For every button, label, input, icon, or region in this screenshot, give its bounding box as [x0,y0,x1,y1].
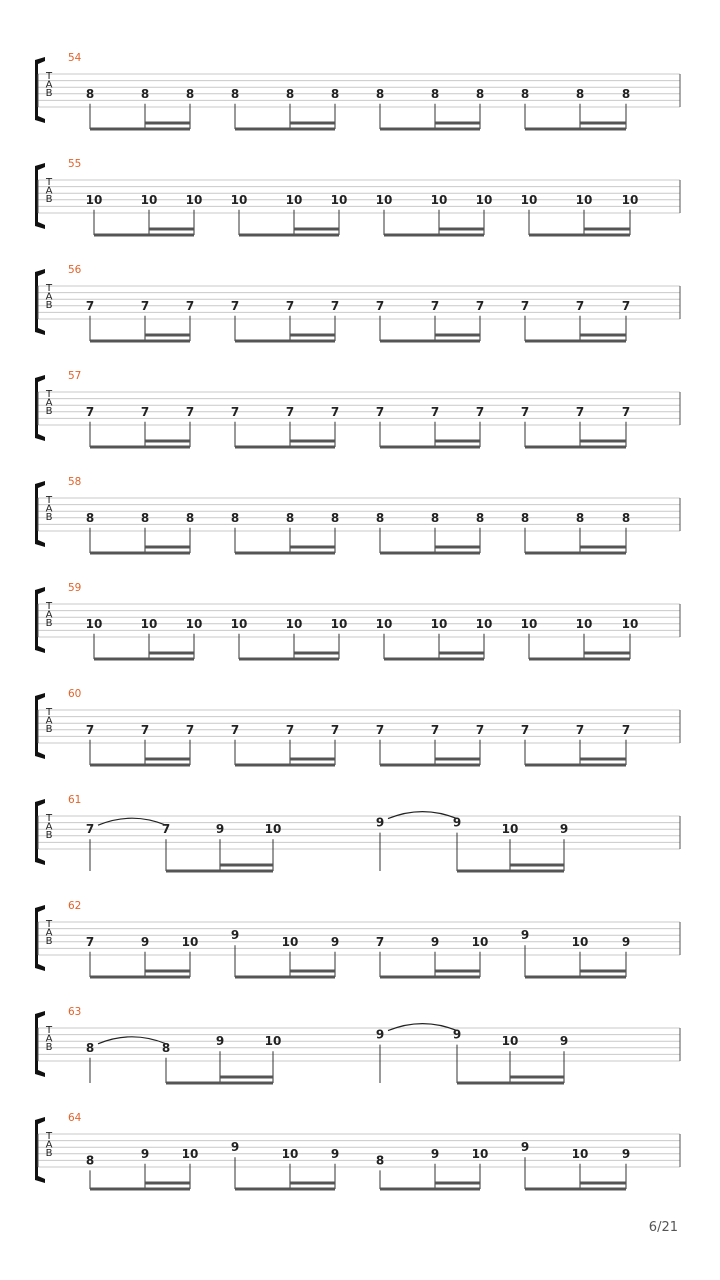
fret-number: 8 [375,86,385,101]
fret-number: 7 [575,404,585,419]
fret-number: 10 [330,616,348,631]
system-bracket [35,587,45,653]
fret-number: 7 [575,298,585,313]
system-58 [35,476,680,553]
measure-number: 58 [68,476,82,488]
system-bracket [35,57,45,123]
fret-number: 10 [471,1146,489,1161]
fret-number: 8 [575,510,585,525]
tab-letter-a: A [45,609,53,621]
fret-number: 10 [181,934,199,949]
fret-number: 10 [375,192,393,207]
fret-number: 9 [452,815,462,830]
fret-number: 10 [281,1146,299,1161]
fret-number: 7 [140,298,150,313]
tab-letter-a: A [45,79,53,91]
tab-letter-a: A [45,821,53,833]
system-59 [35,582,680,659]
fret-number: 9 [215,822,225,837]
fret-number: 7 [185,404,195,419]
fret-number: 10 [475,616,493,631]
fret-number: 9 [375,815,385,830]
fret-number: 10 [85,192,103,207]
system-54 [35,52,680,129]
tab-letter-a: A [45,503,53,515]
fret-number: 7 [575,722,585,737]
system-64 [35,1112,680,1189]
fret-number: 10 [501,822,519,837]
fret-number: 10 [264,822,282,837]
fret-number: 7 [230,404,240,419]
fret-number: 9 [375,1027,385,1042]
fret-number: 8 [85,1153,95,1168]
tab-letter-a: A [45,185,53,197]
fret-number: 10 [375,616,393,631]
fret-number: 7 [430,404,440,419]
fret-number: 10 [140,616,158,631]
fret-number: 9 [330,1146,340,1161]
fret-number: 9 [621,934,631,949]
tab-letter-a: A [45,927,53,939]
fret-number: 10 [621,192,639,207]
fret-number: 9 [559,1034,569,1049]
tie-arc [388,1024,457,1031]
tab-letter-t: T [45,283,53,294]
fret-number: 7 [85,722,95,737]
fret-number: 10 [281,934,299,949]
fret-number: 10 [571,934,589,949]
fret-number: 10 [85,616,103,631]
system-bracket [35,163,45,229]
fret-number: 8 [475,86,485,101]
fret-number: 8 [185,86,195,101]
fret-number: 8 [85,510,95,525]
fret-number: 10 [230,192,248,207]
fret-number: 10 [475,192,493,207]
fret-number: 10 [185,616,203,631]
fret-number: 10 [501,1034,519,1049]
fret-number: 10 [230,616,248,631]
fret-number: 10 [575,616,593,631]
fret-number: 8 [161,1040,171,1055]
tab-letter-t: T [45,177,53,188]
fret-number: 8 [85,86,95,101]
fret-number: 10 [520,192,538,207]
fret-number: 10 [430,616,448,631]
system-bracket [35,1117,45,1183]
fret-number: 9 [430,1146,440,1161]
system-bracket [35,269,45,335]
fret-number: 9 [330,934,340,949]
fret-number: 7 [430,722,440,737]
fret-number: 7 [375,934,385,949]
fret-number: 7 [621,298,631,313]
tab-letter-a: A [45,715,53,727]
tab-letter-b: B [45,406,53,417]
tie-arc [388,812,457,819]
tab-letter-b: B [45,300,53,311]
fret-number: 7 [475,298,485,313]
tab-letter-b: B [45,1042,53,1053]
system-bracket [35,481,45,547]
fret-number: 10 [575,192,593,207]
measure-number: 59 [68,582,82,594]
tab-letter-b: B [45,194,53,205]
fret-number: 8 [285,510,295,525]
fret-number: 8 [375,510,385,525]
fret-number: 9 [140,1146,150,1161]
system-56 [35,264,680,341]
fret-number: 10 [471,934,489,949]
tab-letter-t: T [45,1025,53,1036]
tab-letter-b: B [45,724,53,735]
tab-letter-t: T [45,707,53,718]
fret-number: 7 [285,298,295,313]
fret-number: 7 [330,722,340,737]
fret-number: 7 [185,722,195,737]
system-61 [35,794,680,871]
fret-number: 7 [430,298,440,313]
fret-number: 7 [621,404,631,419]
fret-number: 10 [264,1034,282,1049]
fret-number: 7 [475,404,485,419]
fret-number: 8 [520,86,530,101]
fret-number: 7 [375,722,385,737]
fret-number: 8 [140,510,150,525]
fret-number: 8 [330,86,340,101]
tab-letter-b: B [45,512,53,523]
fret-number: 7 [85,822,95,837]
fret-number: 8 [621,86,631,101]
fret-number: 7 [520,404,530,419]
fret-number: 9 [520,1140,530,1155]
fret-number: 9 [621,1146,631,1161]
tab-letter-b: B [45,936,53,947]
fret-number: 10 [140,192,158,207]
fret-number: 8 [330,510,340,525]
fret-number: 8 [430,86,440,101]
tie-arc [98,1037,166,1044]
fret-number: 7 [230,298,240,313]
fret-number: 10 [520,616,538,631]
fret-number: 7 [140,722,150,737]
system-55 [35,158,680,235]
tab-letter-b: B [45,88,53,99]
fret-number: 9 [230,1140,240,1155]
fret-number: 10 [285,616,303,631]
fret-number: 7 [85,298,95,313]
fret-number: 8 [575,86,585,101]
fret-number: 7 [520,722,530,737]
fret-number: 7 [475,722,485,737]
tab-letter-t: T [45,813,53,824]
fret-number: 10 [430,192,448,207]
tab-letter-b: B [45,618,53,629]
measure-number: 60 [68,688,82,700]
tab-letter-a: A [45,291,53,303]
tab-letter-a: A [45,1139,53,1151]
fret-number: 7 [85,934,95,949]
fret-number: 7 [330,404,340,419]
fret-number: 7 [230,722,240,737]
fret-number: 9 [230,928,240,943]
measure-number: 54 [68,52,82,64]
system-62 [35,900,680,977]
fret-number: 8 [140,86,150,101]
fret-number: 8 [285,86,295,101]
fret-number: 10 [185,192,203,207]
fret-number: 7 [85,404,95,419]
system-bracket [35,799,45,865]
fret-number: 8 [475,510,485,525]
fret-number: 8 [375,1153,385,1168]
measure-number: 62 [68,900,82,912]
fret-number: 9 [430,934,440,949]
system-bracket [35,693,45,759]
fret-number: 9 [559,822,569,837]
fret-number: 10 [181,1146,199,1161]
measure-number: 61 [68,794,82,806]
measure-number: 55 [68,158,82,170]
tab-letter-t: T [45,601,53,612]
system-bracket [35,905,45,971]
fret-number: 10 [621,616,639,631]
fret-number: 7 [285,722,295,737]
tab-letter-a: A [45,397,53,409]
fret-number: 7 [185,298,195,313]
system-bracket [35,375,45,441]
fret-number: 8 [621,510,631,525]
measure-number: 56 [68,264,82,276]
tab-letter-t: T [45,389,53,400]
fret-number: 8 [185,510,195,525]
system-63 [35,1006,680,1083]
fret-number: 10 [571,1146,589,1161]
tab-letter-b: B [45,1148,53,1159]
tie-arc [98,818,166,825]
fret-number: 9 [520,928,530,943]
fret-number: 9 [140,934,150,949]
measure-number: 57 [68,370,82,382]
tab-letter-a: A [45,1033,53,1045]
fret-number: 8 [85,1040,95,1055]
fret-number: 8 [430,510,440,525]
fret-number: 9 [215,1034,225,1049]
tab-letter-t: T [45,1131,53,1142]
measure-number: 64 [68,1112,82,1124]
fret-number: 8 [230,510,240,525]
tab-letter-t: T [45,495,53,506]
system-60 [35,688,680,765]
fret-number: 7 [375,404,385,419]
fret-number: 7 [375,298,385,313]
fret-number: 7 [621,722,631,737]
tab-letter-b: B [45,830,53,841]
tab-letter-t: T [45,919,53,930]
fret-number: 7 [330,298,340,313]
fret-number: 7 [520,298,530,313]
page-number: 6/21 [648,1220,678,1235]
fret-number: 7 [161,822,171,837]
fret-number: 8 [520,510,530,525]
fret-number: 9 [452,1027,462,1042]
system-57 [35,370,680,447]
fret-number: 7 [285,404,295,419]
fret-number: 7 [140,404,150,419]
fret-number: 8 [230,86,240,101]
measure-number: 63 [68,1006,82,1018]
fret-number: 10 [285,192,303,207]
system-bracket [35,1011,45,1077]
tab-letter-t: T [45,71,53,82]
fret-number: 10 [330,192,348,207]
